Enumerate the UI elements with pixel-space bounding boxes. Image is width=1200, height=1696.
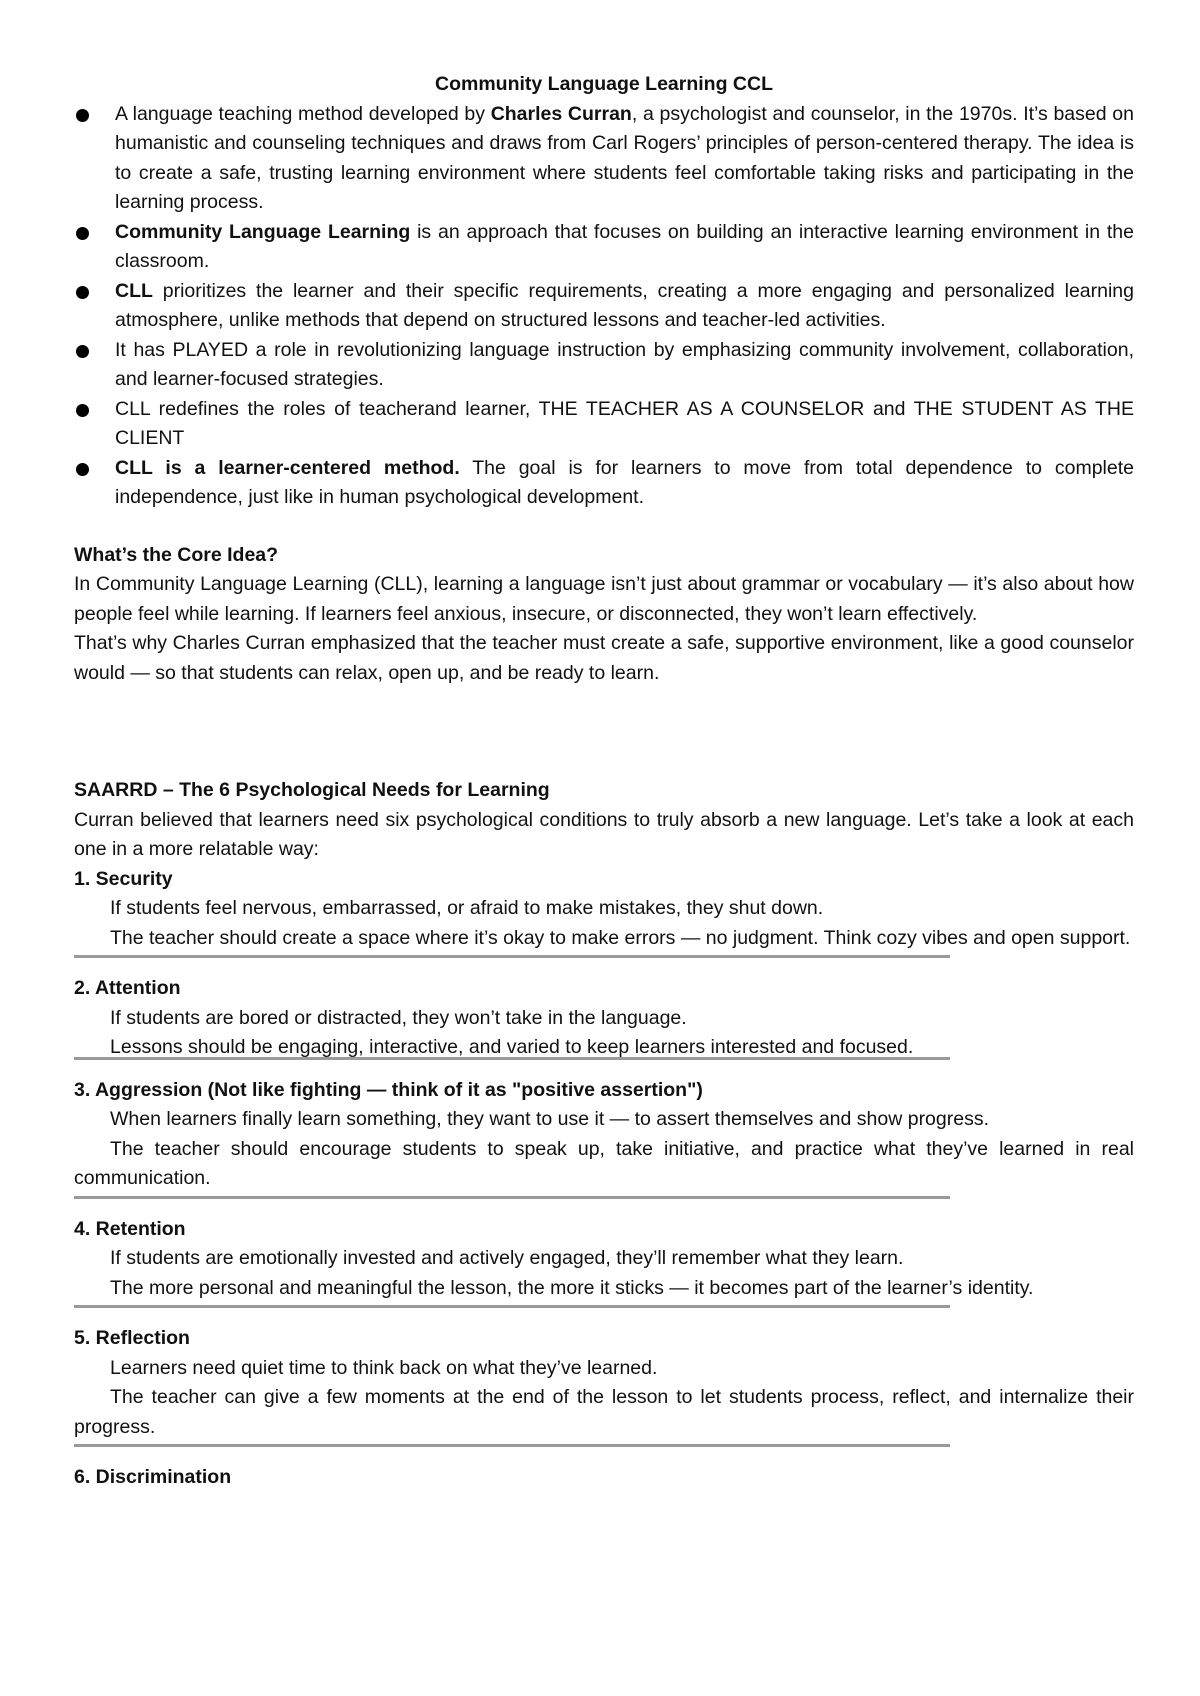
need-text: The teacher should create a space where it’s okay to make errors — no judgment. Think cozy vibes and open support. — [110, 926, 1131, 949]
need-text: When learners finally learn something, they want to use it — to assert themselves and show progress. — [110, 1108, 990, 1130]
document-content — [74, 70, 1134, 1493]
spacer — [74, 688, 1134, 776]
spacer — [74, 1308, 1134, 1324]
need-title: 3. Aggression (Not like fighting — think of it as "positive assertion") — [74, 1078, 703, 1101]
need-title: 4. Retention — [74, 1217, 186, 1240]
core-idea-heading: What’s the Core Idea? — [74, 543, 279, 566]
bullet-dot-icon — [76, 345, 89, 358]
spacer — [74, 1447, 1134, 1463]
need-text: Learners need quiet time to think back on what they’ve learned. — [110, 1356, 658, 1379]
document-title: Community Language Learning CCL — [434, 73, 773, 95]
bullet-dot-icon — [76, 404, 89, 417]
bullet-item: It has PLAYED a role in revolutionizing language instruction by emphasizing community involvement, collaboration, and learner-focused strategies. — [74, 336, 1134, 395]
need-section — [74, 1076, 1134, 1199]
need-section — [74, 1215, 1134, 1309]
need-title: 2. Attention — [74, 977, 181, 999]
need-text: The teacher can give a few moments at the end of the lesson to let students process, reflect, and internalize their progress. — [74, 1386, 1134, 1438]
need-text: Lessons should be engaging, interactive, and varied to keep learners interested and focused. — [110, 1036, 914, 1058]
need-section — [74, 865, 1134, 959]
need-text: The more personal and meaningful the lesson, the more it sticks — it becomes part of the learner’s identity. — [110, 1276, 1034, 1299]
bullet-dot-icon — [76, 286, 89, 299]
spacer — [74, 1199, 1134, 1215]
need-text: If students are emotionally invested and actively engaged, they’ll remember what they learn. — [110, 1247, 904, 1269]
need-section — [74, 974, 1134, 1060]
bullet-item: CLL prioritizes the learner and their specific requirements, creating a more engaging and personalized learning atmosphere, unlike methods that depend on structured lessons and teacher-led activities. — [74, 277, 1134, 336]
bullet-item: A language teaching method developed by Charles Curran, a psychologist and counselor, in the 1970s. It’s based on humanistic and counseling techniques and draws from Carl Rogers’ principles of person-centered therapy. The idea is to create a safe, trusting learning environment where students feel comfortable taking risks and participating in the learning process. — [74, 100, 1134, 218]
bullet-item: Community Language Learning is an approach that focuses on building an interactive learning environment in the classroom. — [74, 218, 1134, 277]
spacer — [74, 958, 1134, 974]
need-title: 1. Security — [74, 867, 173, 890]
bullet-dot-icon — [76, 463, 89, 476]
need-section — [74, 1463, 1134, 1493]
bullet-dot-icon — [76, 227, 89, 240]
need-text: If students feel nervous, embarrassed, or afraid to make mistakes, they shut down. — [110, 897, 824, 919]
need-title: 6. Discrimination — [74, 1466, 232, 1488]
bullet-list — [74, 100, 1134, 513]
core-idea-paragraph: That’s why Charles Curran emphasized that the teacher must create a safe, supportive environment, like a good counselor would — so that students can relax, open up, and be ready to learn. — [74, 632, 1134, 684]
bullet-dot-icon — [76, 109, 89, 122]
need-text: The teacher should encourage students to speak up, take initiative, and practice what they’ve learned in real communication. — [74, 1137, 1134, 1189]
need-title: 5. Reflection — [74, 1327, 190, 1349]
need-section — [74, 1324, 1134, 1447]
bullet-item: CLL redefines the roles of teacherand learner, THE TEACHER AS A COUNSELOR and THE STUDENT AS THE CLIENT — [74, 395, 1134, 454]
core-idea-paragraph: In Community Language Learning (CLL), learning a language isn’t just about grammar or vocabulary — it’s also about how people feel while learning. If learners feel anxious, insecure, or disconnected, they won’t learn effectively. — [74, 573, 1134, 625]
bullet-item: CLL is a learner-centered method. The goal is for learners to move from total dependence to complete independence, just like in human psychological development. — [74, 454, 1134, 513]
saarrd-intro: Curran believed that learners need six psychological conditions to truly absorb a new language. Let’s take a look at each one in a more relatable way: — [74, 808, 1134, 860]
saarrd-heading: SAARRD – The 6 Psychological Needs for Learning — [74, 779, 550, 801]
need-text: If students are bored or distracted, they won’t take in the language. — [110, 1006, 687, 1029]
spacer — [74, 513, 1134, 541]
